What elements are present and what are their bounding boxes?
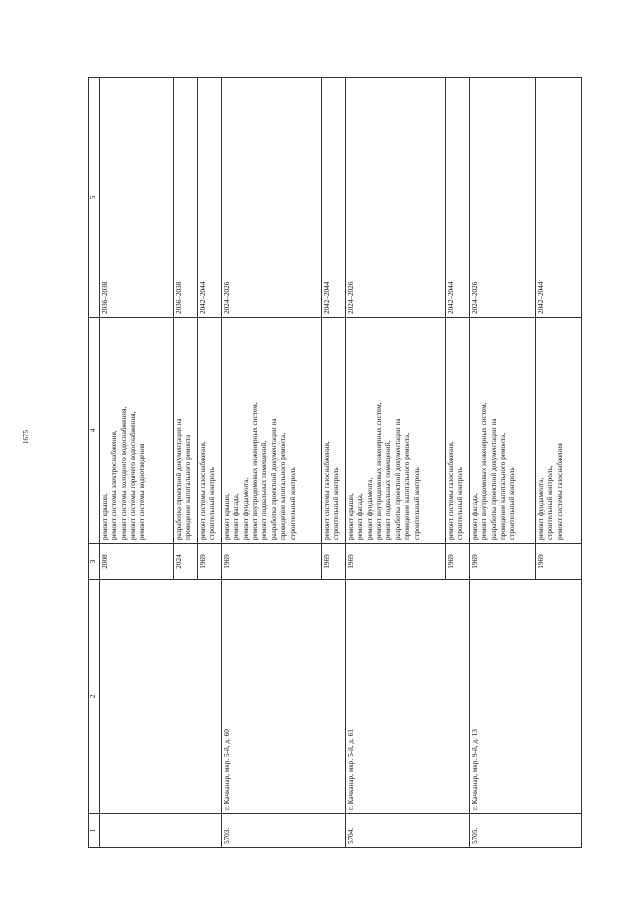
works-cell <box>346 318 446 544</box>
page-number: 1675 <box>22 430 30 444</box>
year-cell: 1969 <box>222 544 322 580</box>
table-row <box>470 78 536 848</box>
work-item: ремонт системы газоснабжения, <box>447 441 455 540</box>
work-item: ремонт системы холодного водоснабжения, <box>119 406 128 540</box>
works-cell <box>100 318 174 544</box>
table-row <box>100 78 174 848</box>
work-item: ремонт фундамента, <box>537 477 545 540</box>
repair-schedule-table <box>88 77 582 848</box>
year-cell: 1969 <box>446 544 470 580</box>
work-item: строительный контроль <box>508 467 517 540</box>
period-cell: 2042–2044 <box>536 78 582 318</box>
year-cell: 1969 <box>346 544 446 580</box>
work-item: разработка проектной документации на <box>269 418 278 540</box>
column-header: 3 <box>89 544 100 580</box>
table-row <box>346 78 446 848</box>
year-cell: 2024 <box>174 544 198 580</box>
column-number-row <box>89 78 100 848</box>
work-item: строительный контроль <box>332 467 341 540</box>
work-item: ремонт фасада, <box>471 493 479 540</box>
period-cell: 2024–2026 <box>346 78 446 318</box>
works-cell <box>470 318 536 544</box>
work-item: ремонт системы газоснабжения <box>555 443 564 540</box>
address-cell: г. Качканар, мкр. 5-й, д. 60 <box>222 580 346 814</box>
work-item: ремонт фундамента, <box>241 477 250 540</box>
address-cell <box>100 580 222 814</box>
works-cell <box>446 318 470 544</box>
work-item: ремонт фундамента, <box>365 477 374 540</box>
period-cell: 2024–2026 <box>222 78 322 318</box>
work-item: ремонт системы горячего водоснабжения, <box>129 411 138 540</box>
work-item: строительный контроль <box>208 467 217 540</box>
period-cell: 2042–2044 <box>322 78 346 318</box>
period-cell: 2042–2044 <box>446 78 470 318</box>
row-number-cell: 5703. <box>222 814 346 848</box>
work-item: ремонт крыши, <box>347 493 355 540</box>
work-item: ремонт подвальных помещений, <box>260 440 269 540</box>
work-item: проведение капитального ремонта, <box>499 432 508 540</box>
work-item: ремонт системы электроснабжения, <box>110 430 119 540</box>
row-number-cell: 5705. <box>470 814 582 848</box>
works-cell <box>174 318 198 544</box>
work-item: ремонт фасада, <box>356 493 365 540</box>
work-item: ремонт фасада, <box>232 493 241 540</box>
period-cell: 2036–2038 <box>174 78 198 318</box>
works-cell <box>536 318 582 544</box>
year-cell: 2008 <box>100 544 174 580</box>
work-item: ремонт системы газоснабжения, <box>323 441 331 540</box>
period-cell: 2042–2044 <box>198 78 222 318</box>
row-number-cell: 5704. <box>346 814 470 848</box>
work-item: разработка проектной документации на <box>393 418 402 540</box>
address-cell: г. Качканар, мкр. 5-й, д. 61 <box>346 580 470 814</box>
column-header: 4 <box>89 318 100 544</box>
row-number-cell <box>100 814 222 848</box>
work-item: ремонт крыши, <box>223 493 231 540</box>
period-cell: 2024–2026 <box>470 78 536 318</box>
column-header: 1 <box>89 814 100 848</box>
work-item: ремонт подвальных помещений, <box>384 440 393 540</box>
work-item: проведение капитального ремонта, <box>403 432 412 540</box>
work-item: ремонт системы газоснабжения, <box>199 441 207 540</box>
work-item: строительный контроль <box>412 467 421 540</box>
address-cell: г. Качканар, мкр. 9-й, д. 13 <box>470 580 582 814</box>
work-item: строительный контроль, <box>546 465 555 540</box>
period-cell: 2036–2038 <box>100 78 174 318</box>
year-cell: 1969 <box>322 544 346 580</box>
column-header: 2 <box>89 580 100 814</box>
column-header: 5 <box>89 78 100 318</box>
work-item: ремонт внутридомовых инженерных систем, <box>251 402 260 540</box>
work-item: проведение капитального ремонта <box>184 434 193 540</box>
work-item: ремонт внутридомовых инженерных систем, <box>375 402 384 540</box>
rotated-table-container <box>88 78 564 848</box>
year-cell: 1969 <box>198 544 222 580</box>
work-item: строительный контроль <box>456 467 465 540</box>
works-cell <box>198 318 222 544</box>
work-item: разработка проектной документации на <box>175 418 183 540</box>
year-cell: 1969 <box>536 544 582 580</box>
work-item: разработка проектной документации на <box>489 418 498 540</box>
year-cell: 1969 <box>470 544 536 580</box>
work-item: ремонт крыши, <box>101 493 109 540</box>
work-item: ремонт внутридомовых инженерных систем, <box>480 402 489 540</box>
works-cell <box>322 318 346 544</box>
work-item: строительный контроль <box>288 467 297 540</box>
work-item: проведение капитального ремонта, <box>279 432 288 540</box>
work-item: ремонт системы водоотведения <box>138 443 147 540</box>
works-cell <box>222 318 322 544</box>
table-row <box>222 78 322 848</box>
